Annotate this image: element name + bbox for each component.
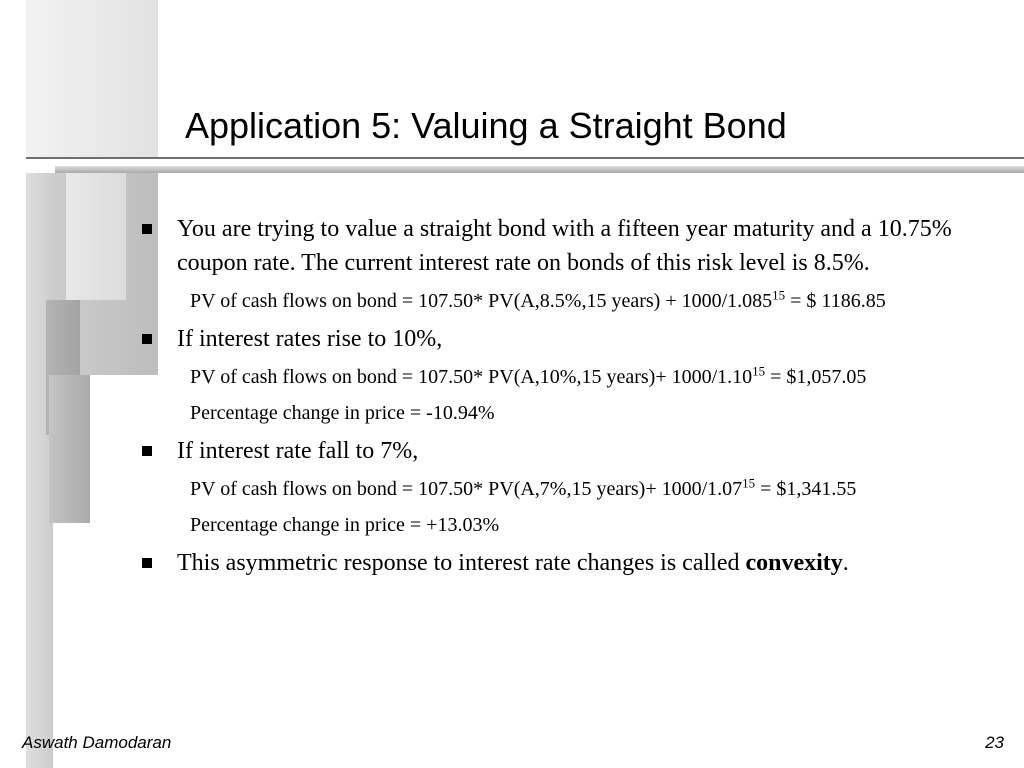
bullet-text-pre: This asymmetric response to interest rate changes is called [177,550,746,576]
sub-text: PV of cash flows on bond = 107.50* PV(A,10%,15 years)+ 1000/1.10 [190,366,753,388]
square-bullet-icon [142,558,152,568]
sub-item [190,510,1000,540]
bullet-text: If interest rates rise to 10%, [177,326,443,352]
sub-text: Percentage change in price = -10.94% [190,402,495,424]
square-bullet-icon [142,334,152,344]
decor-stripe-wide [26,0,158,158]
bullet-text-post: . [842,550,849,576]
bullet-item [140,434,1000,468]
decor-stripe-low [49,375,90,523]
sub-item [190,286,1000,316]
sub-text: PV of cash flows on bond = 107.50* PV(A,7%,15 years)+ 1000/1.07 [190,478,743,500]
sub-text-result: = $1,341.55 [755,478,857,500]
slide-content [140,212,1000,586]
sub-item [190,398,1000,428]
footer-author: Aswath Damodaran [22,733,172,752]
sub-text-result: = $1,057.05 [765,366,867,388]
sub-text: PV of cash flows on bond = 107.50* PV(A,8.5%,15 years) + 1000/1.085 [190,290,773,312]
bullet-item [140,322,1000,356]
square-bullet-icon [142,224,152,234]
bullet-item [140,546,1000,580]
exponent: 15 [772,287,786,303]
sub-item [190,474,1000,504]
sub-text-result: = $ 1186.85 [785,290,886,312]
sub-text: Percentage change in price = +13.03% [190,514,500,536]
square-bullet-icon [142,446,152,456]
bullet-item [140,212,1000,280]
bullet-text: If interest rate fall to 7%, [177,438,419,464]
bullet-text-bold: convexity [745,550,843,576]
exponent: 15 [742,475,756,491]
slide-title: Application 5: Valuing a Straight Bond [185,105,787,146]
footer-page-number: 23 [985,733,1004,752]
bullet-text [177,550,849,576]
decor-stripe-inner [66,173,126,300]
exponent: 15 [752,363,766,379]
title-rule-thin [26,157,1024,159]
title-rule-thick [55,166,1024,173]
bullet-text: You are trying to value a straight bond with a fifteen year maturity and a 10.75% coupon rate. The current interest rate on bonds of this risk level is 8.5%. [177,216,952,276]
sub-item [190,362,1000,392]
